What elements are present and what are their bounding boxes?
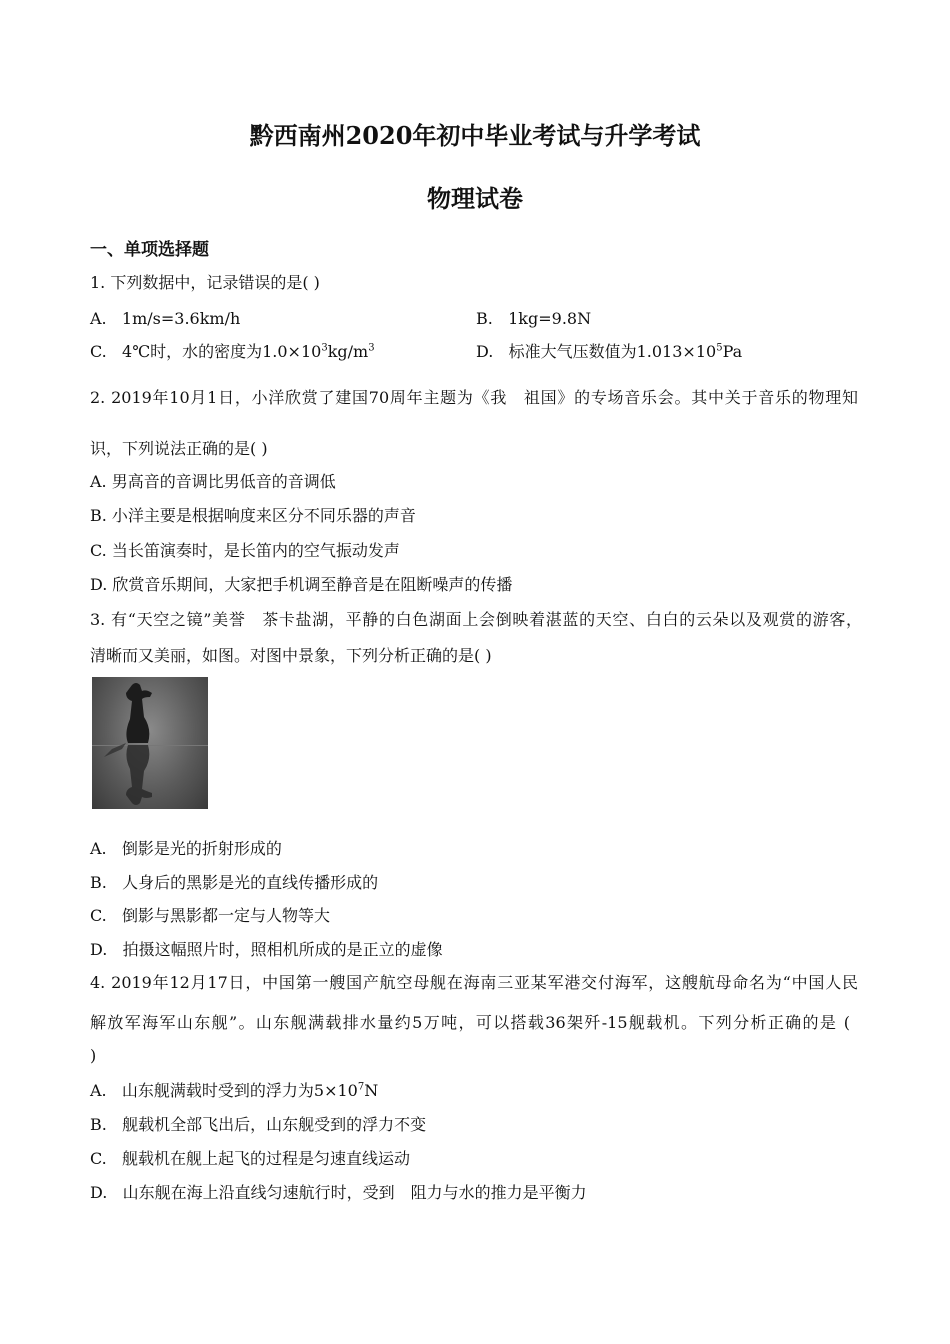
q1-option-d: D. 标准大气压数值为$1.013\times 10^5Pa$ — [476, 342, 743, 361]
q3-option-b: B. 人身后的黑影是光的直线传播形成的 — [90, 873, 379, 892]
q4-option-d: D. 山东舰在海上沿直线匀速航行时，受到 阻力与水的推力是平衡力 — [90, 1183, 587, 1202]
section-heading: 一、单项选择题 — [90, 240, 209, 260]
salt-lake-reflection-photo — [92, 677, 208, 809]
photo-figure-silhouette — [92, 677, 208, 809]
q2-option-a: A. 男高音的音调比男低音的音调低 — [90, 472, 336, 491]
question-4-stem-line2: 解放军海军山东舰”。山东舰满载排水量约5万吨，可以搭载36架歼-15舰载机。下列分析正确的是 ( — [90, 1013, 850, 1032]
question-3-stem-line1: 3. 有“天空之镜”美誉 茶卡盐湖，平静的白色湖面上会倒映着湛蓝的天空、白白的云朵以及观赏的游客， — [90, 610, 862, 629]
q2-option-d: D. 欣赏音乐期间，大家把手机调至静音是在阻断噪声的传播 — [90, 575, 513, 594]
q4-option-b: B. 舰载机全部飞出后，山东舰受到的浮力不变 — [90, 1115, 427, 1134]
question-4-stem-line1: 4. 2019年12月17日，中国第一艘国产航空母舰在海南三亚某军港交付海军，这艘航母命名为“中国人民 — [90, 973, 858, 992]
exam-title: 黔西南州2020年初中毕业考试与升学考试 — [249, 121, 701, 150]
question-4-stem-line3: ) — [90, 1046, 97, 1065]
q1-option-c: C. 4℃时，水的密度为$1.0\times 10^3kg/m^3$ — [90, 342, 375, 361]
q3-option-a: A. 倒影是光的折射形成的 — [90, 839, 282, 858]
question-1-stem: 1. 下列数据中，记录错误的是( ) — [90, 273, 320, 292]
question-2-stem-line2: 识，下列说法正确的是( ) — [90, 439, 268, 458]
q2-option-b: B. 小洋主要是根据响度来区分不同乐器的声音 — [90, 506, 416, 525]
exam-subtitle: 物理试卷 — [427, 184, 523, 213]
q4-option-a: A. 山东舰满载时受到的浮力为$5\times 10^7N$ — [90, 1081, 379, 1100]
question-3-stem-line2: 清晰而又美丽，如图。对图中景象，下列分析正确的是( ) — [90, 646, 492, 665]
q4-option-c: C. 舰载机在舰上起飞的过程是匀速直线运动 — [90, 1149, 411, 1168]
question-2-stem-line1: 2. 2019年10月1日，小洋欣赏了建国70周年主题为《我 祖国》的专场音乐会。其中关于音乐的物理知 — [90, 388, 858, 407]
q1-option-b: B. 1kg=9.8N — [476, 309, 592, 328]
q3-option-d: D. 拍摄这幅照片时，照相机所成的是正立的虚像 — [90, 940, 443, 959]
q2-option-c: C. 当长笛演奏时，是长笛内的空气振动发声 — [90, 541, 400, 560]
q3-option-c: C. 倒影与黑影都一定与人物等大 — [90, 906, 331, 925]
q1-option-a: A. 1m/s=3.6km/h — [90, 309, 241, 328]
